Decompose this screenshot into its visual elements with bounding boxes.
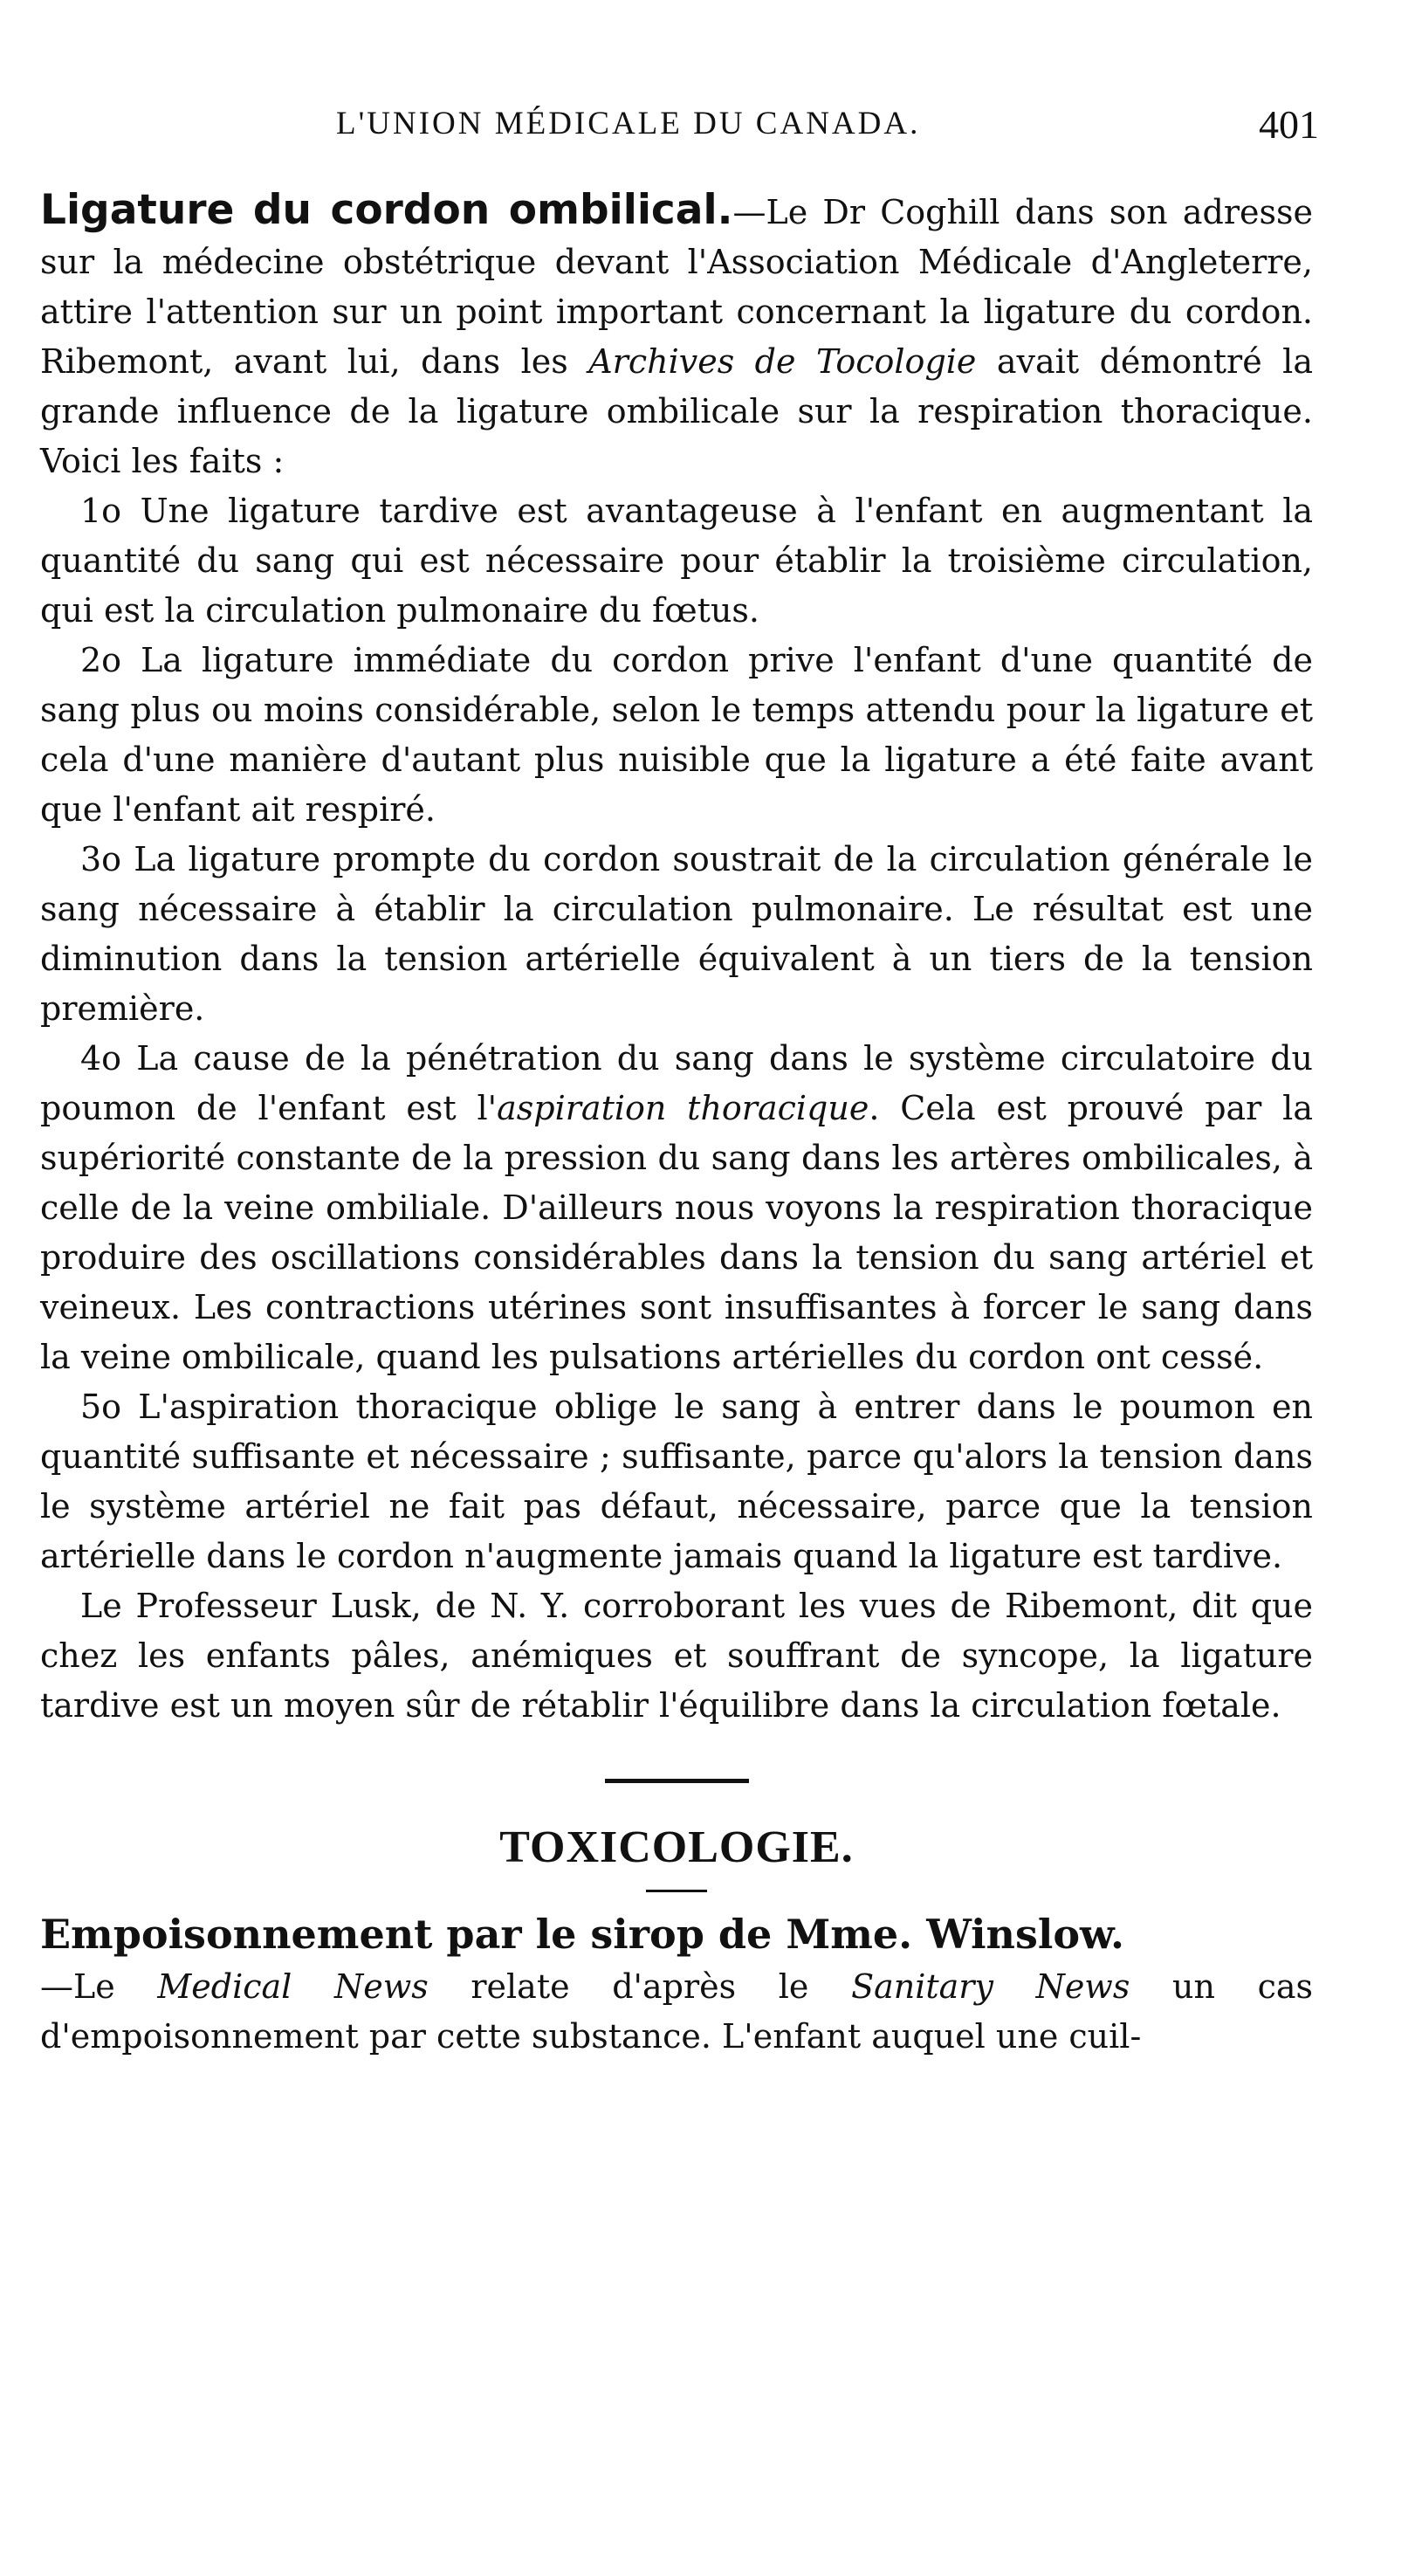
short-divider [646,1890,707,1892]
point-4-text-b: . Cela est prouvé par la supériorité constante de la pression du sang dans les artères ombilicales, à celle de la veine ombiliale. D'ailleurs nous voyons la respiration thoracique produire des oscillations considérables dans la tension du sang artériel et veineux. Les contractions utérines sont insuffisantes à forcer le sang dans la veine ombilicale, quand les pulsations artérielles du cordon ont cessé. [40,1089,1313,1376]
point-1: 1o Une ligature tardive est avantageuse à l'enfant en augmentant la quantité du sang qui est nécessaire pour établir la troisième circulation, qui est la circulation pulmonaire du fœtus. [40,492,1313,630]
journal-title: Archives de Tocologie [588,342,977,381]
article-title-winslow: Empoisonnement par le sirop de Mme. Winslow. [40,1911,1125,1958]
section-divider [605,1779,749,1783]
intro-text-a: —Le Dr Coghill dans son adresse sur la médecine obstétrique devant l'Association Médicale d'Angleterre, attire l'attention sur un point important concernant la ligature du cordon. Ribemont, avant lui, dans les [40,193,1313,381]
point-3: 3o La ligature prompte du cordon soustrait de la circulation générale le sang nécessaire à établir la circulation pulmonaire. Le résultat est une diminution dans la tension artérielle équivalent à un tiers de la tension première. [40,840,1313,1028]
closing-paragraph: Le Professeur Lusk, de N. Y. corroborant les vues de Ribemont, dit que chez les enfants pâles, anémiques et souffrant de syncope, la ligature tardive est un moyen sûr de rétablir l'équilibre dans la circulation fœtale. [40,1587,1313,1725]
point-4-emphasis: aspiration thoracique [497,1089,869,1127]
point-4 [40,1034,1313,1382]
article-winslow-text-b: un cas d'empoisonnement par cette substance. L'enfant auquel une cuil- [40,1967,1314,2056]
article-winslow-text-a: relate d'après le [428,1967,852,2006]
intro-text-b: avait démontré la grande influence de la ligature ombilicale sur la respiration thoracique. Voici les faits : [40,342,1313,480]
article-winslow [40,1910,1313,2062]
point-2: 2o La ligature immédiate du cordon prive l'enfant d'une quantité de sang plus ou moins considérable, selon le temps attendu pour la ligature et cela d'une manière d'autant plus nuisible que la ligature a été faite avant que l'enfant ait respiré. [40,641,1313,829]
article-title-ligature: Ligature du cordon ombilical. [40,186,733,234]
point-4-text-a: 4o La cause de la pénétration du sang dans le système circulatoire du poumon de l'enfant est l' [40,1039,1313,1127]
article-winslow-dash: —Le [40,1967,158,2006]
source-medical-news: Medical News [157,1967,429,2006]
running-title: L'UNION MÉDICALE DU CANADA. [336,106,921,141]
running-head [0,102,1422,148]
point-5: 5o L'aspiration thoracique oblige le sang à entrer dans le poumon en quantité suffisante et nécessaire ; suffisante, parce qu'alors la tension dans le système artériel ne fait pas défaut, nécessaire, parce que la tension artérielle dans le cordon n'augmente jamais quand la ligature est tardive. [40,1388,1313,1575]
source-sanitary-news: Sanitary News [851,1967,1130,2006]
article-ligature-intro [40,185,1313,486]
body-text [40,185,1313,2062]
section-heading: TOXICOLOGIE. [499,1822,854,1872]
page-number: 401 [1259,102,1319,147]
